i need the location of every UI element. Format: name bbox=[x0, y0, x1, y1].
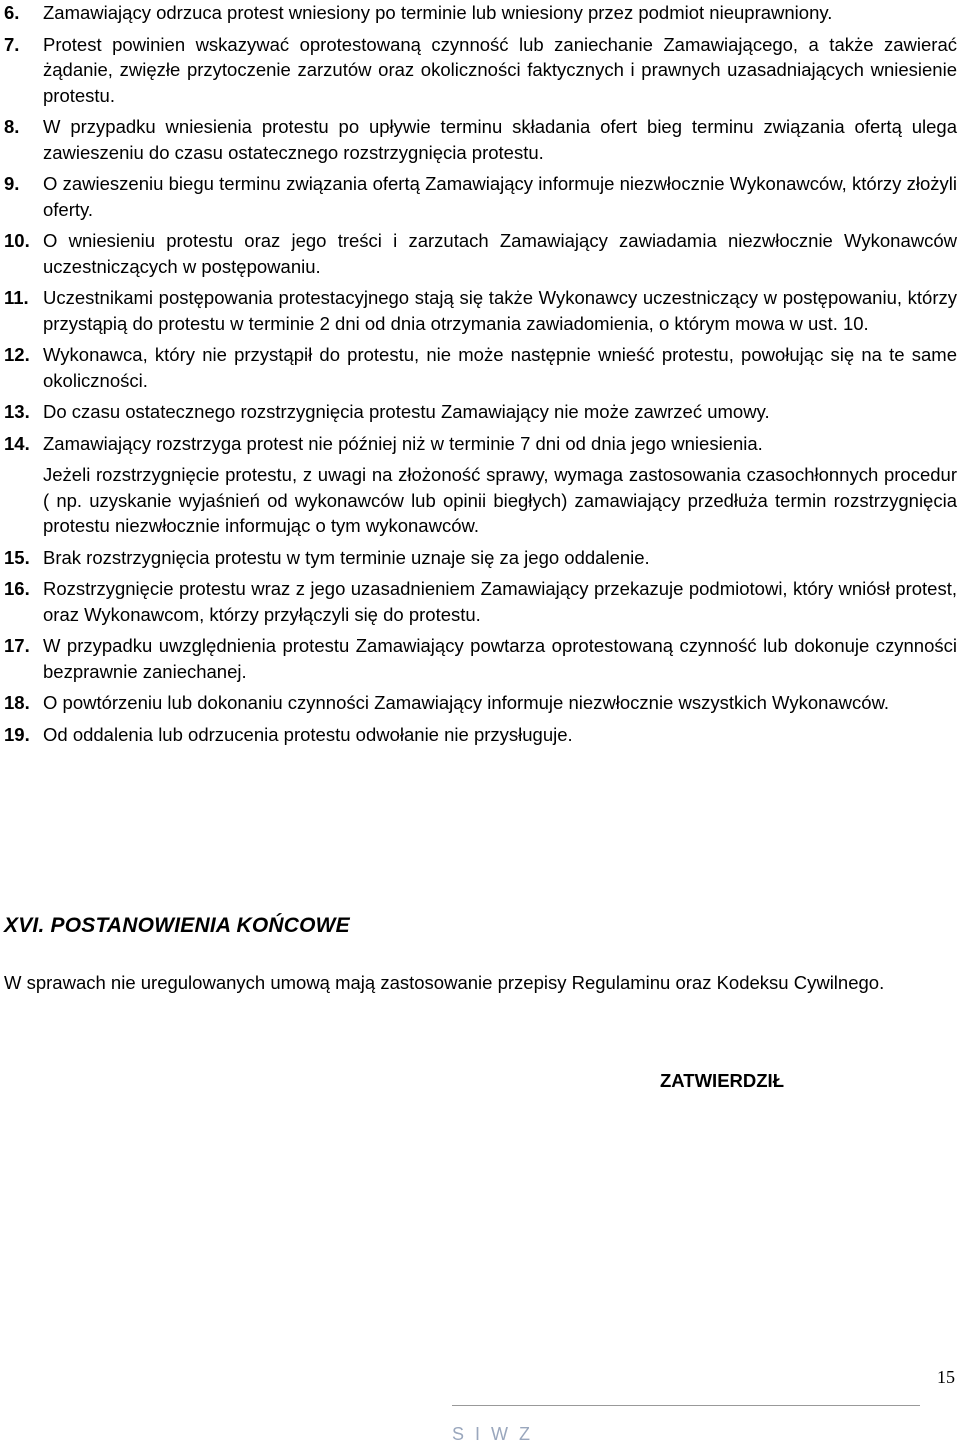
item-number: 14. bbox=[4, 432, 30, 454]
item-number: 8. bbox=[4, 116, 20, 137]
item-number: 19. bbox=[4, 723, 30, 745]
item-number: 12. bbox=[4, 344, 30, 365]
list-item bbox=[4, 576, 957, 627]
list-item-paragraph bbox=[4, 462, 957, 539]
list-item bbox=[4, 0, 957, 26]
item-text: O wniesieniu protestu oraz jego treści i zarzutach Zamawiający zawiadamia niezwłocznie Wykonawców uczestniczących w postępowaniu. bbox=[43, 230, 957, 277]
list-item bbox=[4, 431, 957, 457]
item-number: 16. bbox=[4, 578, 30, 599]
list-item bbox=[4, 285, 957, 336]
numbered-list bbox=[4, 0, 957, 753]
list-item bbox=[4, 722, 957, 748]
approval-label: ZATWIERDZIŁ bbox=[660, 1070, 784, 1091]
item-text: Zamawiający odrzuca protest wniesiony po terminie lub wniesiony przez podmiot nieuprawniony. bbox=[43, 2, 833, 23]
item-number: 11. bbox=[4, 287, 29, 308]
list-item bbox=[4, 32, 957, 109]
item-text: W przypadku wniesienia protestu po upływie terminu składania ofert bieg terminu związania ofertą ulega zawieszeniu do czasu ostatecznego rozstrzygnięcia protestu. bbox=[43, 116, 957, 163]
item-number: 7. bbox=[4, 33, 20, 55]
item-text: O powtórzeniu lub dokonaniu czynności Zamawiający informuje niezwłocznie wszystkich Wykonawców. bbox=[43, 692, 890, 713]
item-text: Zamawiający rozstrzyga protest nie później niż w terminie 7 dni od dnia jego wniesienia. bbox=[43, 432, 763, 454]
item-text: Rozstrzygnięcie protestu wraz z jego uzasadnieniem Zamawiający przekazuje podmiotowi, który wniósł protest, oraz Wykonawcom, którzy przyłączyli się do protestu. bbox=[43, 578, 957, 625]
section-heading: XVI. POSTANOWIENIA KOŃCOWE bbox=[4, 914, 350, 937]
item-text: O zawieszeniu biegu terminu związania ofertą Zamawiający informuje niezwłocznie Wykonawców, którzy złożyli oferty. bbox=[43, 173, 957, 220]
item-number: 10. bbox=[4, 230, 30, 251]
item-text: Wykonawca, który nie przystąpił do protestu, nie może następnie wnieść protestu, powołując się na te same okoliczności. bbox=[43, 344, 957, 391]
list-item bbox=[4, 342, 957, 393]
page-number: 15 bbox=[937, 1367, 955, 1387]
item-number: 13. bbox=[4, 401, 30, 422]
item-text: Protest powinien wskazywać oprotestowaną czynność lub zaniechanie Zamawiającego, a także zawierać żądanie, zwięzłe przytoczenie zarzutów oraz okoliczności faktycznych i prawnych uzasadniających wniesienie protestu. bbox=[43, 33, 957, 106]
section-paragraph: W sprawach nie uregulowanych umową mają zastosowanie przepisy Regulaminu oraz Kodeksu Cywilnego. bbox=[4, 972, 885, 993]
item-text: Od oddalenia lub odrzucenia protestu odwołanie nie przysługuje. bbox=[43, 723, 573, 745]
item-text: W przypadku uwzględnienia protestu Zamawiający powtarza oprotestowaną czynność lub dokonuje czynności bezprawnie zaniechanej. bbox=[43, 635, 957, 682]
item-text: Jeżeli rozstrzygnięcie protestu, z uwagi na złożoność sprawy, wymaga zastosowania czasochłonnych procedur ( np. uzyskanie wyjaśnień od wykonawców lub opinii biegłych) zamawiający przedłuża termin rozstrzygnięcia protestu niezwłocznie informując o tym wykonawców. bbox=[43, 464, 957, 536]
item-number: 17. bbox=[4, 635, 30, 656]
item-text: Do czasu ostatecznego rozstrzygnięcia protestu Zamawiający nie może zawrzeć umowy. bbox=[43, 401, 770, 422]
list-item bbox=[4, 114, 957, 165]
item-number: 15. bbox=[4, 546, 30, 568]
footer-divider bbox=[452, 1405, 920, 1406]
item-number: 6. bbox=[4, 2, 20, 23]
list-item bbox=[4, 399, 957, 425]
list-item bbox=[4, 228, 957, 279]
item-text: Uczestnikami postępowania protestacyjnego stają się także Wykonawcy uczestniczący w postępowaniu, którzy przystąpią do protestu w terminie 2 dni od dnia otrzymania zawiadomienia, o którym mowa w ust. 10. bbox=[43, 287, 957, 334]
item-number: 18. bbox=[4, 692, 30, 713]
footer-label: S I W Z bbox=[452, 1424, 533, 1444]
list-item bbox=[4, 633, 957, 684]
list-item bbox=[4, 690, 957, 716]
list-item bbox=[4, 545, 957, 571]
list-item bbox=[4, 171, 957, 222]
item-number: 9. bbox=[4, 173, 20, 194]
item-text: Brak rozstrzygnięcia protestu w tym terminie uznaje się za jego oddalenie. bbox=[43, 546, 650, 568]
